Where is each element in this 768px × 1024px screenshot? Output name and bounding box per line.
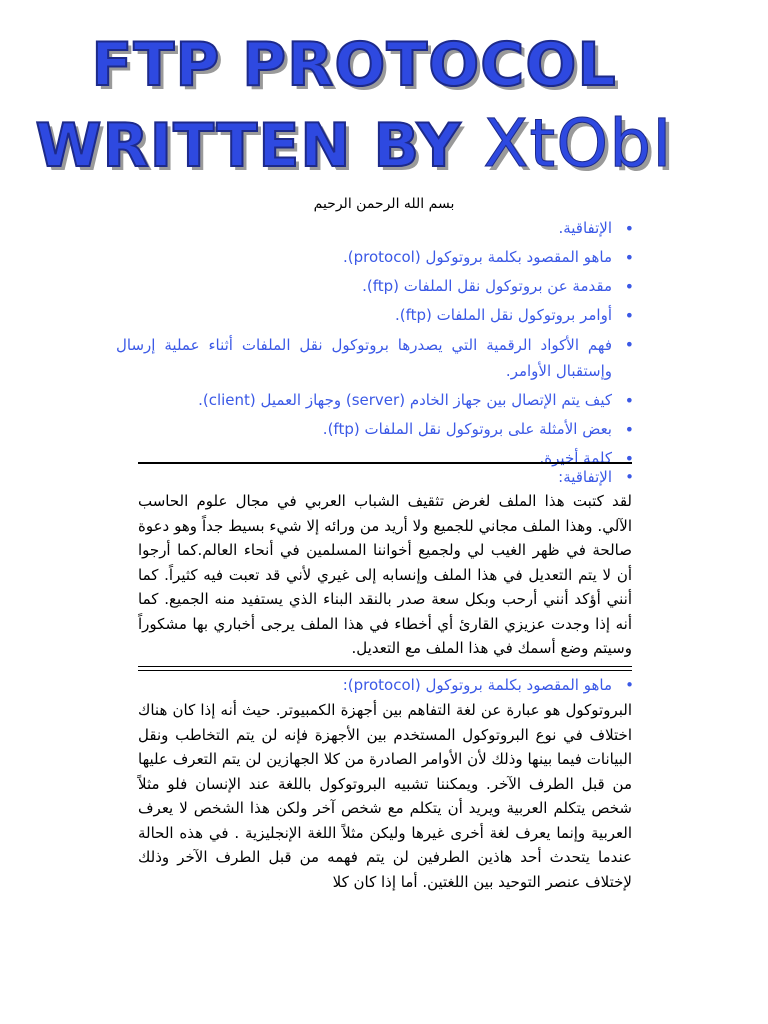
toc-item-reply-codes: • فهم الأكواد الرقمية التي يصدرها بروتوكول نقل الملفات أثناء عملية إرسال وإستقبال الأوامر. — [116, 332, 636, 384]
section-divider — [138, 462, 632, 464]
basmala: بسم الله الرحمن الرحيم — [313, 196, 455, 212]
document-subtitle — [0, 105, 738, 182]
protocol-paragraph: البروتوكول هو عبارة عن لغة التفاهم بين أجهزة الكمبيوتر. حيث أنه إذا كان هناك اختلاف في نوع البروتوكول المستخدم بين الأجهزة فإنه لن يتم التخاطب ونقل البيانات فيما بينها وذلك لأن الأوامر الصادرة من كلا الجهازين لن يتم التعرف عليها من قبل الطرف الآخر. ويمكننا تشبيه البروتوكول باللغة عند الإنسان فلو مثلاً شخص يتكلم العربية ويريد أن يتكلم مع شخص آخر ولكن هذا الشخص لا يعرف العربية وإنما يعرف لغة أخرى غيرها وليكن مثلاً اللغة الإنجليزية . في هذه الحالة عندما يتحدث أحد هاذين الطرفين لن يتم فهمه من قبل الطرف الآخر وذلك لإختلاف عنصر التوحيد بين اللغتين. أما إذا كان كلا — [138, 701, 632, 891]
section-heading-agreement: • الإتفاقية: — [558, 468, 636, 486]
author-name: XtObI — [483, 105, 673, 182]
table-of-contents — [116, 216, 636, 475]
section-divider-double — [138, 666, 632, 671]
toc-item-last-word: • كلمة أخيرة. — [116, 446, 636, 471]
written-by-label: WRITTEN BY — [35, 111, 484, 181]
toc-item-agreement: • الإتفاقية. — [116, 216, 636, 241]
toc-item-ftp-examples: • بعض الأمثلة على بروتوكول نقل الملفات (ftp). — [116, 417, 636, 442]
section-heading-protocol: • ماهو المقصود بكلمة بروتوكول (protocol): — [343, 676, 636, 694]
toc-item-ftp-commands: • أوامر بروتوكول نقل الملفات (ftp). — [116, 303, 636, 328]
toc-item-ftp-intro: • مقدمة عن بروتوكول نقل الملفات (ftp). — [116, 274, 636, 299]
toc-item-protocol-meaning: • ماهو المقصود بكلمة بروتوكول (protocol). — [116, 245, 636, 270]
document-title: FTP PROTOCOL — [91, 30, 617, 100]
agreement-paragraph: لقد كتبت هذا الملف لغرض تثقيف الشباب العربي في مجال علوم الحاسب الآلي. وهذا الملف مجاني للجميع ولا أريد من ورائه إلا شيء بسيط جداً وهو دعوة صالحة في ظهر الغيب لي ولجميع أخواننا المسلمين في أنحاء العالم.كما أرجوا أن لا يتم التعديل في هذا الملف وإنسابه إلى غيري لأني قد تعبت فيه كثيراً. كما أنني أؤكد أنني أرحب وبكل سعة صدر بالنقد البناء الذي يستفيد منه الجميع. كما أنه إذا وجدت عزيزي القارئ أي أخطاء في هذا الملف يرجى أخباري بها مشكوراً وسيتم وضع أسمك في هذا الملف مع التعديل. — [138, 492, 632, 657]
toc-item-server-client: • كيف يتم الإتصال بين جهاز الخادم (server) وجهاز العميل (client). — [116, 388, 636, 413]
